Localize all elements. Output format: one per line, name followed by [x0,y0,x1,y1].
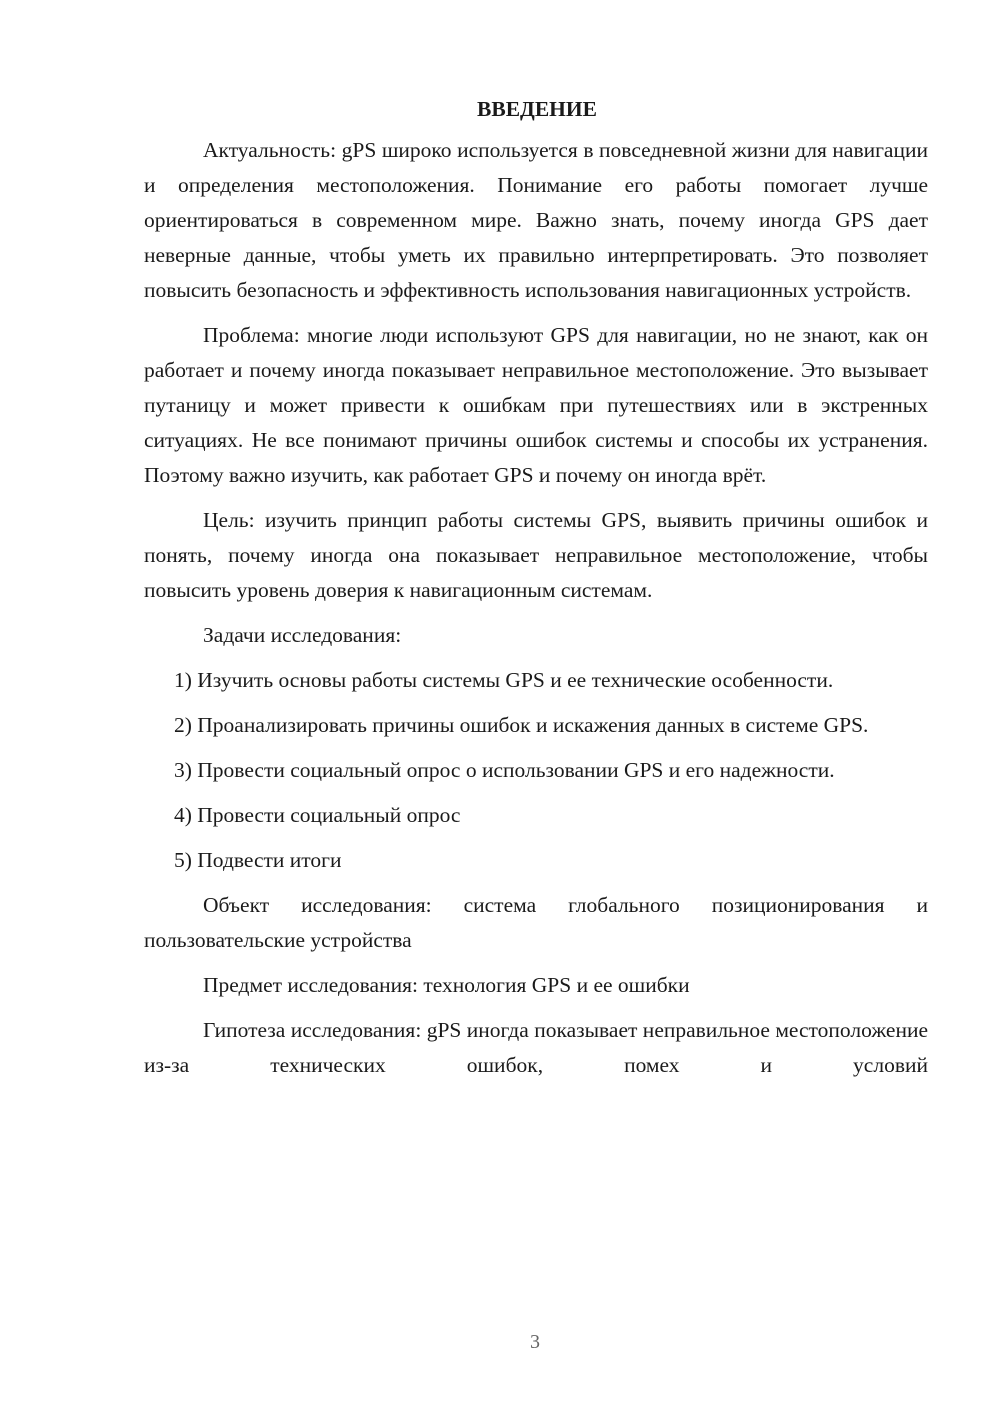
tasks-label: Задачи исследования: [203,623,402,647]
task-item-3: 3) Провести социальный опрос о использовании GPS и его надежности. [174,758,835,782]
paragraph-hypothesis: Гипотеза исследования: gPS иногда показывает неправильное местоположение из-за технических ошибок, помех и условий [144,1018,928,1077]
task-item-1: 1) Изучить основы работы системы GPS и ее технические особенности. [174,668,834,692]
paragraph-problem: Проблема: многие люди используют GPS для навигации, но не знают, как он работает и почему иногда показывает неправильное местоположение. Это вызывает путаницу и может привести к ошибкам при путешествиях или в экстренных ситуациях. Не все понимают причины ошибок системы и способы их устранения. Поэтому важно изучить, как работает GPS и почему он иногда врёт. [144,323,928,487]
paragraph-relevance: Актуальность: gPS широко используется в повседневной жизни для навигации и определения местоположения. Понимание его работы помогает лучше ориентироваться в современном мире. Важно знать, почему иногда GPS дает неверные данные, чтобы уметь их правильно интерпретировать. Это позволяет повысить безопасность и эффективность использования навигационных устройств. [144,138,928,302]
task-item-2: 2) Проанализировать причины ошибок и искажения данных в системе GPS. [174,713,869,737]
paragraph-object: Объект исследования: система глобального позиционирования и пользовательские устройства [144,893,928,952]
page-title: ВВЕДЕНИЕ [477,97,597,121]
paragraph-goal: Цель: изучить принцип работы системы GPS, выявить причины ошибок и понять, почему иногда она показывает неправильное местоположение, чтобы повысить уровень доверия к навигационным системам. [144,508,928,602]
task-item-5: 5) Подвести итоги [174,848,342,872]
paragraph-subject: Предмет исследования: технология GPS и ее ошибки [203,973,690,997]
document-page [144,92,928,1093]
task-item-4: 4) Провести социальный опрос [174,803,461,827]
page-number: 3 [530,1331,540,1353]
